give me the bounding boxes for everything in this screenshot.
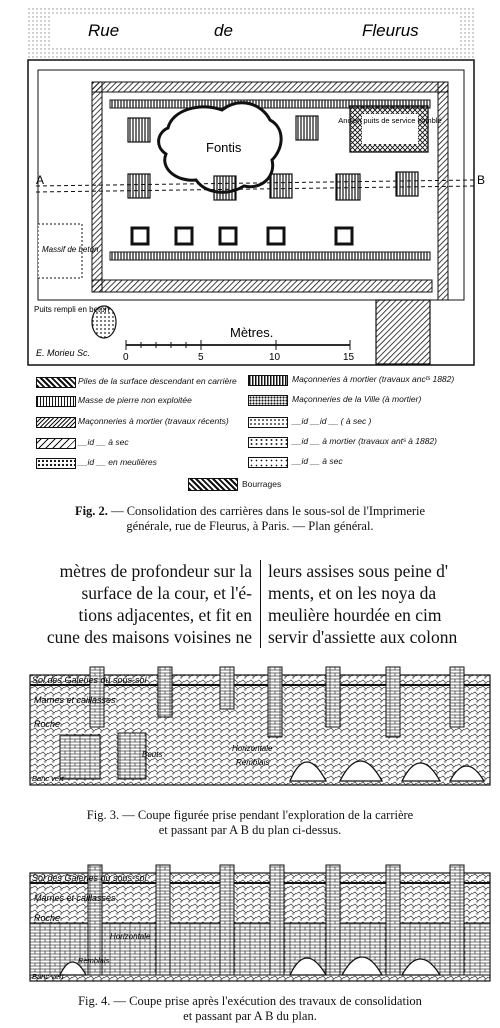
- scale-title: Mètres.: [230, 325, 274, 340]
- legend-item: __id __id __ ( à sec ): [292, 416, 372, 426]
- body-text-right: [268, 560, 500, 648]
- fig3-caption-line2: et passant par A B du plan ci-dessus.: [158, 823, 342, 837]
- fig3-label-banc-vert: Banc vert: [32, 774, 64, 783]
- point-b-label: B: [477, 173, 486, 187]
- legend-item: Piles de la surface descendant en carrière: [78, 376, 237, 386]
- legend-item: __id __ en meulières: [78, 457, 157, 467]
- legend-item: __id __ à sec: [292, 456, 343, 466]
- fig4-label-roche: Roche: [34, 913, 61, 923]
- point-a-label: A: [36, 173, 45, 187]
- legend-swatch: [248, 395, 288, 406]
- fig3-label-horizontale: Horizontale: [232, 744, 273, 753]
- fig4-caption-line2: et passant par A B du plan.: [183, 1009, 317, 1023]
- fig3-label-remblais: Remblais: [236, 758, 270, 767]
- body-line: tions adjacentes, et fit en: [78, 605, 252, 625]
- ancien-puits-label: Ancien puits de service comblé: [338, 116, 442, 125]
- puits-label: Puits rempli en beton: [34, 305, 110, 314]
- body-line: meulière hourdée en cim: [268, 605, 442, 625]
- fig3-caption-line1: — Coupe figurée prise pendant l'exploration de la carrière: [119, 808, 414, 822]
- fig2-caption-line1: — Consolidation des carrières dans le sous-sol de l'Imprimerie: [107, 504, 426, 518]
- legend-item: __id __ à mortier (travaux antˢ à 1882): [292, 436, 437, 446]
- legend-item: Masse de pierre non exploitée: [78, 395, 192, 405]
- fig3-label-marnes: Marnes et caillasses: [34, 695, 116, 705]
- legend-swatch: [188, 478, 238, 491]
- fig4-label-horizontale: Horizontale: [110, 932, 151, 941]
- fig4-label-banc-vert: Banc vert: [32, 972, 64, 981]
- massif-label: Massif de beton: [42, 245, 99, 254]
- body-line: ments, et on les noya da: [268, 583, 437, 603]
- legend-item: Maçonneries de la Ville (à mortier): [292, 394, 422, 404]
- fig2-caption: [0, 504, 500, 534]
- fig3-caption: [0, 808, 500, 838]
- column-divider: [260, 560, 261, 648]
- legend-swatch: [36, 458, 76, 469]
- fig4-caption: [0, 994, 500, 1024]
- fig3-label-roche: Roche: [34, 719, 61, 729]
- scale-tick-5: 5: [198, 352, 204, 363]
- street-word-de: de: [214, 21, 233, 40]
- fontis-label: Fontis: [206, 140, 242, 155]
- legend-swatch: [248, 417, 288, 428]
- legend-swatch: [36, 417, 76, 428]
- fig2-caption-line2: générale, rue de Fleurus, à Paris. — Plan général.: [126, 519, 374, 533]
- legend-swatch: [36, 396, 76, 407]
- fig3-section: [0, 655, 500, 790]
- engraver-signature: E. Morieu Sc.: [36, 348, 91, 358]
- legend-item: Maçonneries à mortier (travaux récents): [78, 416, 229, 426]
- scale-tick-15: 15: [343, 352, 355, 363]
- scale-tick-0: 0: [123, 352, 129, 363]
- fig2-caption-label: Fig. 2.: [74, 504, 108, 518]
- street-word-rue: Rue: [88, 21, 120, 40]
- fig3-label-sol: Sol des Galeries du sous-sol: [32, 675, 147, 685]
- legend-swatch: [36, 377, 76, 388]
- legend-swatch: [248, 457, 288, 468]
- fig4-label-marnes: Marnes et caillasses: [34, 893, 116, 903]
- fig4-section: [0, 855, 500, 985]
- body-line: mètres de profondeur sur la: [59, 561, 252, 581]
- body-text-left: [0, 560, 252, 648]
- scale-tick-10: 10: [269, 352, 281, 363]
- fig4-label-sol: Sol des Galeries du sous-sol: [32, 873, 147, 883]
- fig4-caption-line1: — Coupe prise après l'exécution des travaux de consolidation: [110, 994, 422, 1008]
- legend-item: Bourrages: [242, 479, 282, 489]
- body-line: cune des maisons voisines ne: [46, 627, 252, 647]
- street-word-fleurus: Fleurus: [362, 21, 419, 40]
- body-line: surface de la cour, et l'é-: [81, 583, 252, 603]
- plan-figure: [0, 0, 500, 372]
- fig3-caption-label: Fig. 3.: [86, 808, 120, 822]
- fig4-caption-label: Fig. 4.: [78, 994, 111, 1008]
- fig4-label-remblais: Remblais: [78, 956, 110, 965]
- legend-item: __id __ à sec: [78, 437, 129, 447]
- legend-swatch: [248, 375, 288, 386]
- legend-swatch: [36, 438, 76, 449]
- body-line: leurs assises sous peine d': [268, 561, 449, 581]
- fig3-label-bouts: Bouts: [142, 750, 163, 759]
- legend-swatch: [248, 437, 288, 448]
- body-line: servir d'assiette aux colonn: [268, 627, 458, 647]
- legend-item: Maçonneries à mortier (travaux ancᵗˢ 1882): [292, 374, 455, 384]
